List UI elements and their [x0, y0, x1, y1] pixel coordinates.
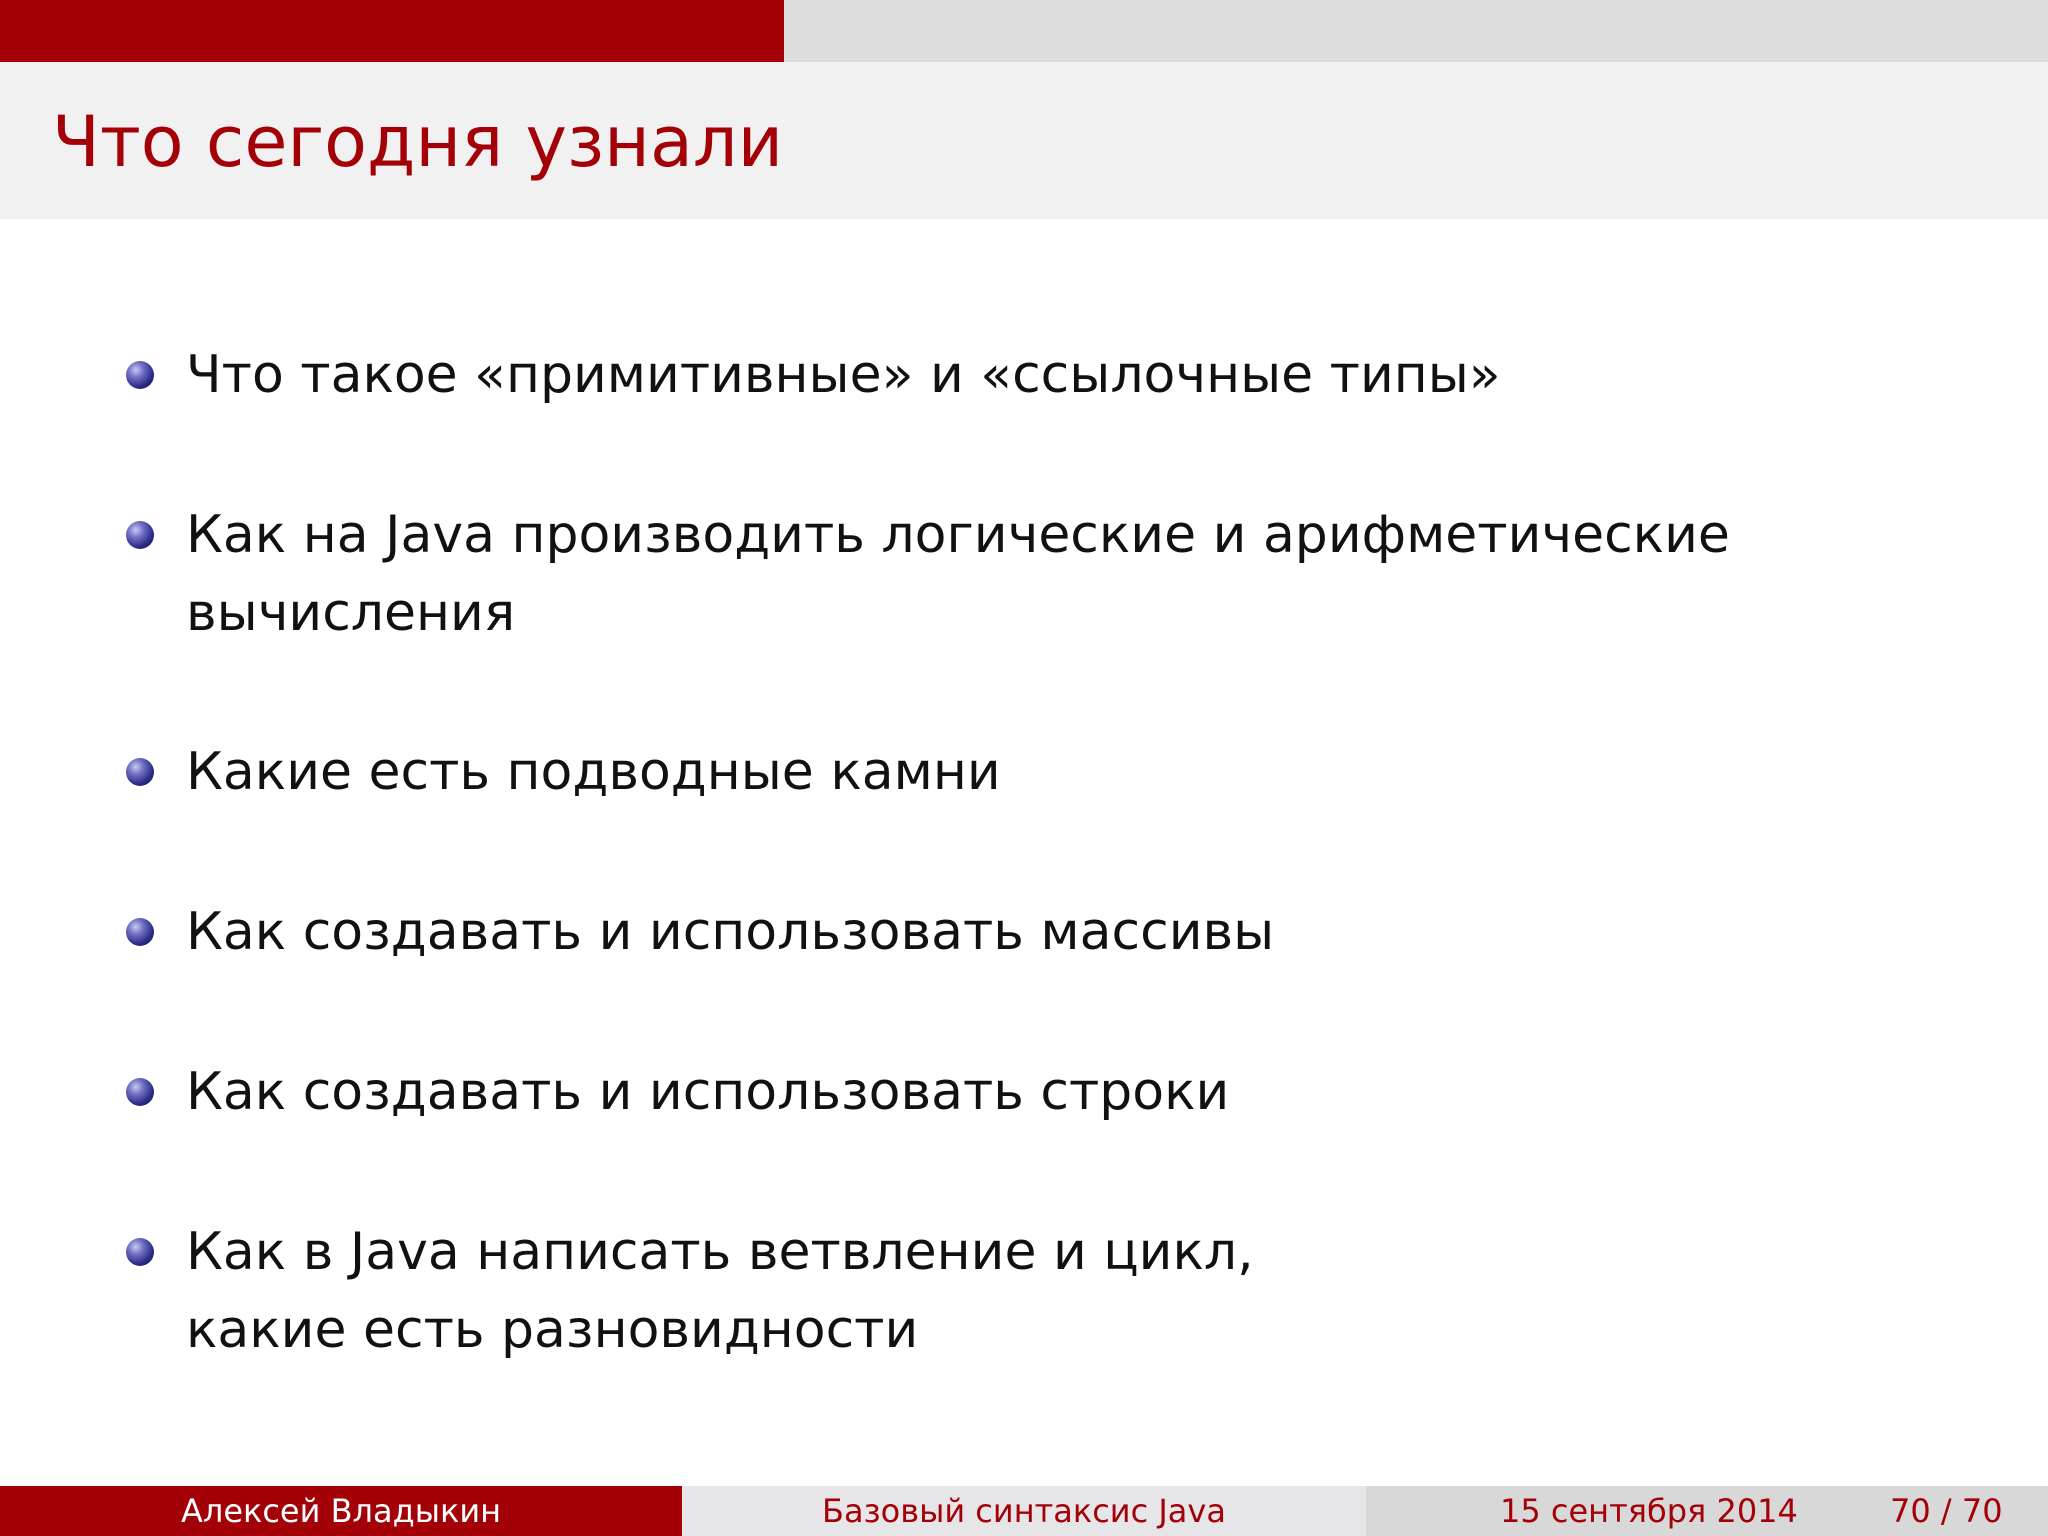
footer-author: Алексей Владыкин [0, 1486, 682, 1536]
bullet-text-line: Как в Java написать ветвление и цикл, [186, 1222, 1254, 1282]
bullet-text-line: вычисления [186, 583, 516, 643]
footer-talk-title: Базовый синтаксис Java [682, 1486, 1366, 1536]
bullet-text-line: Как создавать и использовать строки [186, 1062, 1230, 1122]
sphere-bullet-icon [126, 361, 154, 389]
footer-date: 15 сентября 2014 [1500, 1492, 1798, 1530]
bullet-text-line: Что такое «примитивные» и «ссылочные типы» [186, 345, 1501, 405]
footer-date-page [1366, 1486, 2048, 1536]
progress-bar-fill [0, 0, 784, 62]
sphere-bullet-icon [126, 918, 154, 946]
bullet-text-line: Какие есть подводные камни [186, 742, 1001, 802]
bullet-text-line: Как на Java производить логические и арифметические [186, 505, 1730, 565]
footer-bar [0, 1486, 2048, 1536]
sphere-bullet-icon [126, 758, 154, 786]
sphere-bullet-icon [126, 521, 154, 549]
bullet-text-line: Как создавать и использовать массивы [186, 902, 1275, 962]
sphere-bullet-icon [126, 1238, 154, 1266]
sphere-bullet-icon [126, 1078, 154, 1106]
page-number: 70 / 70 [1890, 1492, 2003, 1530]
slide-title: Что сегодня узнали [52, 101, 784, 183]
bullet-text-line: какие есть разновидности [186, 1300, 919, 1360]
progress-bar-track [0, 0, 2048, 62]
